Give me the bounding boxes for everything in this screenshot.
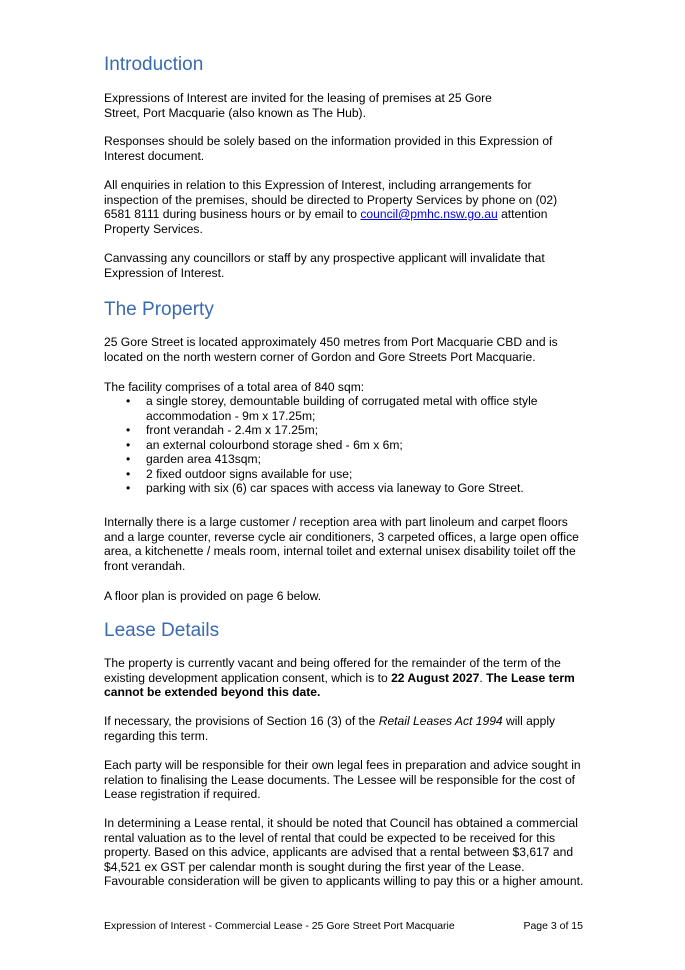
list-item-text: an external colourbond storage shed - 6m x 6m;	[146, 437, 403, 452]
page-number: Page 3 of 15	[523, 920, 583, 932]
list-item: • garden area 413sqm;	[126, 452, 261, 466]
introduction-paragraph-4: Canvassing any councillors or staff by any prospective applicant will invalidate that Expression of Interest.	[104, 251, 545, 280]
list-item-text: parking with six (6) car spaces with access via laneway to Gore Street.	[146, 481, 524, 495]
introduction-paragraph-3	[104, 178, 584, 236]
list-item: • an external colourbond storage shed - 6m x 6m;	[126, 437, 403, 452]
introduction-paragraph-2: Responses should be solely based on the information provided in this Expression of Interest document.	[104, 134, 553, 163]
introduction-paragraph-3-text: All enquiries in relation to this Expression of Interest, including arrangements for inspection of the premises, should be directed to Property Services by phone on (02) 6581 8111 during business hours or by email to	[104, 178, 558, 221]
property-paragraph-3: Internally there is a large customer / reception area with part linoleum and carpet floors and a large counter, reverse cycle air conditioners, 3 carpeted offices, a large open office area, a kitchenette / meals room, internal toilet and external unisex disability toilet off the front verandah.	[104, 515, 579, 573]
property-features-list	[104, 394, 584, 496]
introduction-heading: Introduction	[104, 54, 204, 75]
lease-paragraph-1-sep: .	[479, 670, 487, 685]
list-item-text: 2 fixed outdoor signs available for use;	[146, 466, 353, 481]
list-item: • front verandah - 2.4m x 17.25m;	[126, 423, 319, 437]
page-footer	[104, 920, 583, 932]
lease-paragraph-2-text: If necessary, the provisions of Section 16 (3) of the	[104, 714, 379, 728]
introduction-paragraph-1: Expressions of Interest are invited for the leasing of premises at 25 Gore Street, Port Macquarie (also known as The Hub).	[104, 91, 492, 120]
email-link[interactable]: council@pmhc.nsw.go.au	[360, 207, 498, 221]
lease-paragraph-4: In determining a Lease rental, it should be noted that Council has obtained a commercial rental valuation as to the level of rental that could be expected to be received for this property. Based on this advice, applicants are advised that a rental between $3,617 and $4,521 ex GST per calendar month is sought during the first year of the Lease. Favourable consideration will be given to applicants willing to pay this or a higher amount.	[104, 816, 584, 888]
property-paragraph-4: A floor plan is provided on page 6 below.	[104, 589, 322, 603]
list-item: • parking with six (6) car spaces with access via laneway to Gore Street.	[126, 481, 524, 495]
lease-term-notice: The Lease term cannot be extended beyond this date.	[104, 670, 575, 699]
lease-paragraph-2	[104, 714, 584, 743]
list-item-text: front verandah - 2.4m x 17.25m;	[146, 423, 319, 437]
introduction-paragraph-3-tail: attention Property Services.	[104, 207, 548, 236]
property-paragraph-2: The facility comprises of a total area of 840 sqm:	[104, 380, 365, 394]
legislation-title: Retail Leases Act 1994	[378, 714, 503, 728]
property-paragraph-1: 25 Gore Street is located approximately 450 metres from Port Macquarie CBD and is located on the north western corner of Gordon and Gore Streets Port Macquarie.	[104, 335, 558, 364]
lease-paragraph-2-tail: will apply regarding this term.	[104, 714, 556, 743]
lease-paragraph-1	[104, 656, 584, 700]
property-heading: The Property	[104, 299, 214, 320]
lease-end-date: 22 August 2027	[391, 670, 480, 685]
list-item: • 2 fixed outdoor signs available for use;	[126, 466, 353, 481]
list-item: • a single storey, demountable building of corrugated metal with office style accommodation - 9m x 17.25m;	[126, 394, 538, 423]
list-item-text: garden area 413sqm;	[146, 452, 261, 466]
lease-paragraph-3: Each party will be responsible for their own legal fees in preparation and advice sought in relation to finalising the Lease documents. The Lessee will be responsible for the cost of Lease registration if required.	[104, 758, 581, 801]
list-item-text: a single storey, demountable building of corrugated metal with office style accommodation - 9m x 17.25m;	[146, 394, 538, 423]
lease-heading: Lease Details	[104, 620, 220, 641]
lease-paragraph-1-text: The property is currently vacant and being offered for the remainder of the term of the existing development application consent, which is to	[104, 656, 561, 685]
footer-document-title: Expression of Interest - Commercial Lease - 25 Gore Street Port Macquarie	[104, 920, 455, 932]
